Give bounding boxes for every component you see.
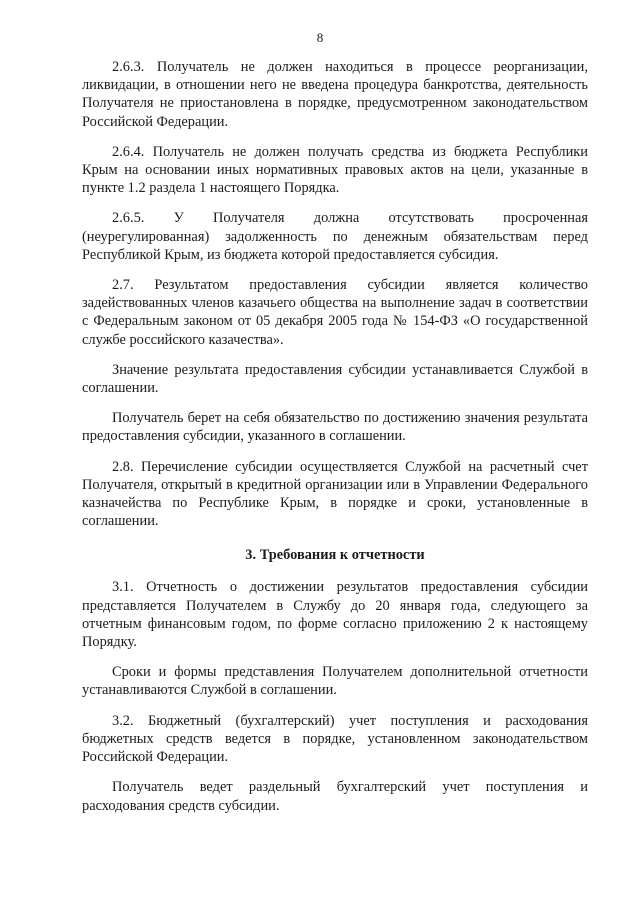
section-heading: 3. Требования к отчетности bbox=[245, 547, 425, 564]
paragraph-2-6-5: 2.6.5. У Получателя должна отсутствовать просроченная (неурегулированная) задолженность по денежным обязательствам перед Республикой Крым, из бюджета которой предоставляется субсидия. bbox=[82, 210, 588, 263]
paragraph-2-6-3: 2.6.3. Получатель не должен находиться в процессе реорганизации, ликвидации, в отношении него не введена процедура банкротства, деятельность Получателя не приостановлена в порядке, предусмотренном законодательством Российской Федерации. bbox=[82, 59, 588, 130]
page-number: 8 bbox=[316, 30, 324, 45]
paragraph-obligation: Получатель берет на себя обязательство по достижению значения результата предоставления субсидии, указанного в соглашении. bbox=[82, 410, 588, 445]
paragraph-2-8: 2.8. Перечисление субсидии осуществляется Службой на расчетный счет Получателя, открытый в кредитной организации или в Управлении Федерального казначейства по Республике Крым, в порядке и сроки, установленные в соглашении. bbox=[82, 458, 588, 530]
document-body bbox=[82, 58, 588, 827]
paragraph-2-6-4: 2.6.4. Получатель не должен получать средства из бюджета Республики Крым на основании иных нормативных правовых актов на цели, указанные в пункте 1.2 раздела 1 настоящего Порядка. bbox=[82, 143, 588, 197]
paragraph-3-1: 3.1. Отчетность о достижении результатов предоставления субсидии представляется Получателем в Службу до 20 января года, следующего за отчетным финансовым годом, по форме согласно приложению 2 к настоящему Порядку. bbox=[82, 579, 588, 651]
paragraph-3-2: 3.2. Бюджетный (бухгалтерский) учет поступления и расходования бюджетных средств ведется в порядке, установленном законодательством Российской Федерации. bbox=[82, 712, 588, 766]
paragraph-separate-accounting: Получатель ведет раздельный бухгалтерский учет поступления и расходования средств субсидии. bbox=[82, 779, 588, 814]
paragraph-additional-reporting: Сроки и формы представления Получателем дополнительной отчетности устанавливаются Службой в соглашении. bbox=[82, 664, 588, 699]
paragraph-result-value: Значение результата предоставления субсидии устанавливается Службой в соглашении. bbox=[82, 361, 588, 397]
paragraph-2-7: 2.7. Результатом предоставления субсидии является количество задействованных членов казачьего общества на выполнение задач в соответствии с Федеральным законом от 05 декабря 2005 года № 154-ФЗ «О государственной службе российского казачества». bbox=[82, 277, 588, 348]
